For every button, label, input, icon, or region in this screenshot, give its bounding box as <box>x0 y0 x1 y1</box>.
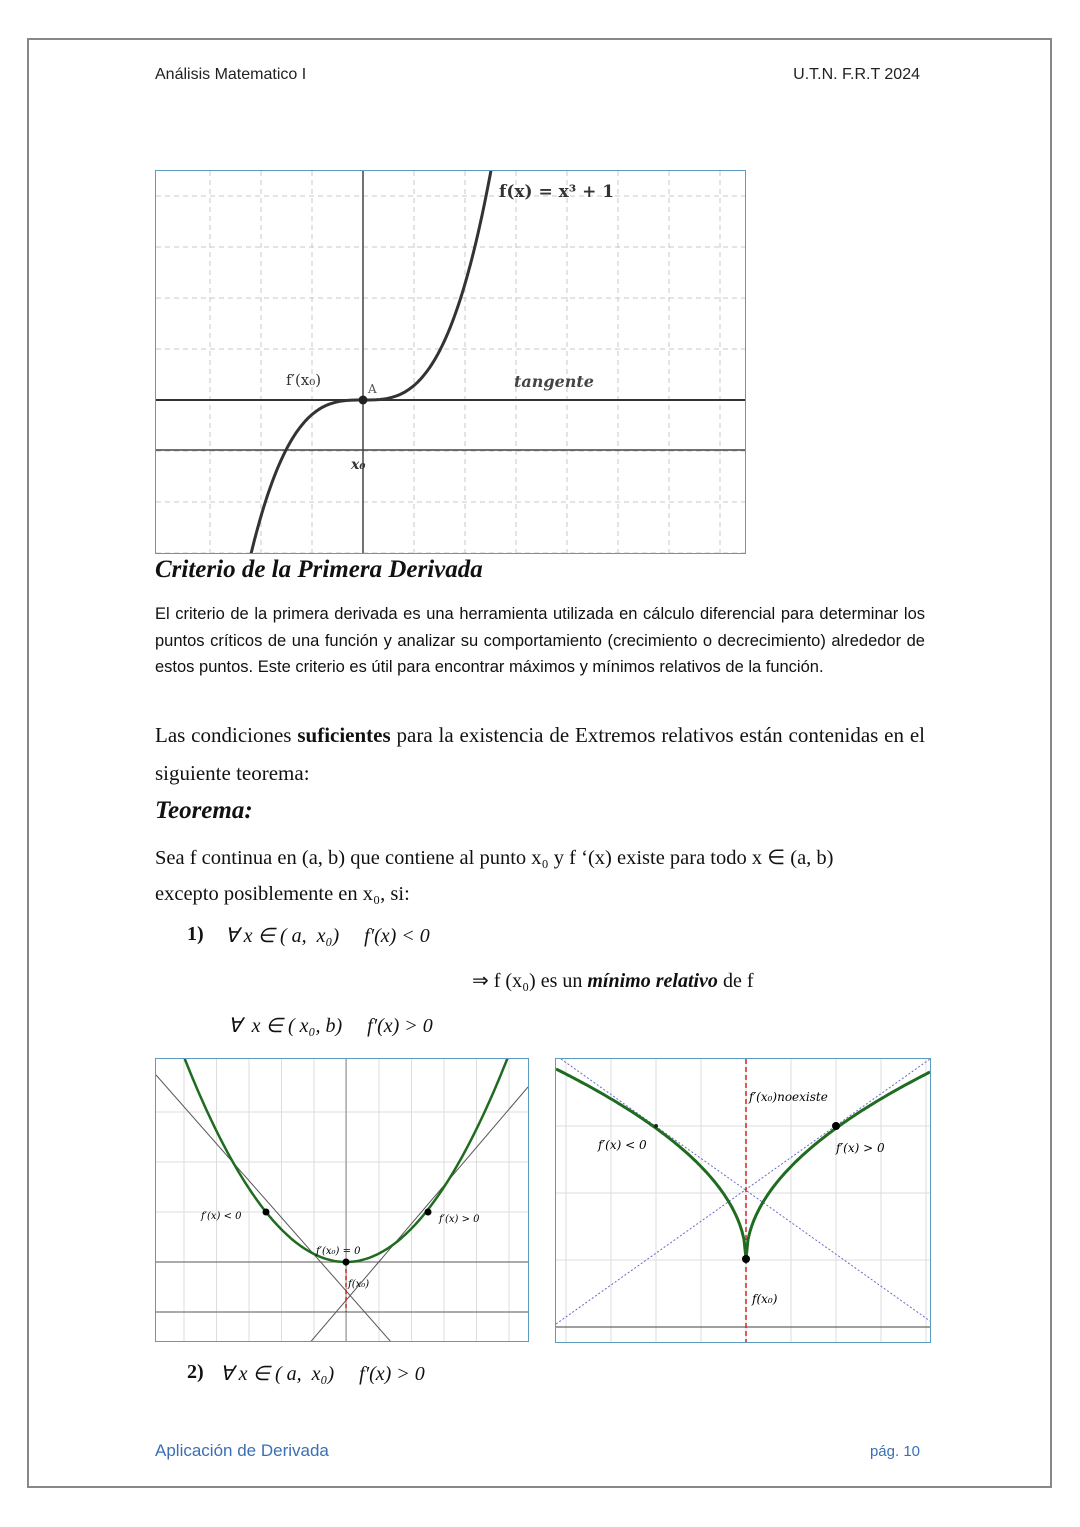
tangent-label: tangente <box>514 372 594 391</box>
right-derivative-label: f′(x) > 0 <box>836 1141 885 1155</box>
theorem-line-1: Sea f continua en (a, b) que contiene al punto x₀ y f ‘(x) existe para todo x ∈ (a, b) <box>155 847 834 869</box>
case-1-left: ∀ x ∈ ( a, x₀) f′(x) < 0 <box>225 925 430 947</box>
header-left: Análisis Matematico I <box>155 66 307 83</box>
point-label: A <box>368 382 377 396</box>
header-right: U.T.N. F.R.T 2024 <box>793 66 920 83</box>
conclusion-emphasis: mínimo relativo <box>587 970 718 992</box>
cubic-function-figure <box>155 170 746 554</box>
section-title: Criterio de la Primera Derivada <box>155 556 483 583</box>
conclusion-text: ⇒ f (x₀) es un <box>472 970 588 992</box>
conclusion-text-end: de f <box>717 970 754 992</box>
conditions-bold: suficientes <box>297 723 391 747</box>
conditions-paragraph <box>155 716 925 792</box>
parabola-graph <box>156 1059 528 1341</box>
theorem-title: Teorema: <box>155 797 253 824</box>
fx0-label: f(x₀) <box>348 1279 370 1290</box>
footer-page-number: pág. 10 <box>869 1443 920 1460</box>
case-1-right: ∀ x ∈ ( x₀, b) f′(x) > 0 <box>228 1015 433 1037</box>
cubic-curve <box>246 171 496 553</box>
conditions-text-end: para la existencia de Extremos relativos están contenidas en el siguiente teorema: <box>155 723 926 785</box>
x0-label: x₀ <box>351 457 366 473</box>
case-1-conclusion <box>472 968 753 993</box>
cusp-graph <box>556 1059 930 1342</box>
point-a <box>359 396 368 405</box>
conditions-text: Las condiciones <box>155 723 298 747</box>
intro-paragraph: El criterio de la primera derivada es una herramienta utilizada en cálculo diferencial para determinar los puntos críticos de una función y analizar su comportamiento (crecimiento o decrecimiento) alrededor de estos puntos. Este criterio es útil para encontrar máximos y mínimos relativos de la función. <box>155 605 925 676</box>
right-derivative-label: f′(x) > 0 <box>439 1214 480 1225</box>
cubic-graph <box>156 171 745 553</box>
left-derivative-label: f′(x) < 0 <box>201 1211 242 1222</box>
left-derivative-label: f′(x) < 0 <box>598 1138 647 1152</box>
fx0-label: f(x₀) <box>752 1292 778 1306</box>
footer-left: Aplicación de Derivada <box>155 1441 329 1460</box>
case-2-left: ∀ x ∈ ( a, x₀) f′(x) > 0 <box>220 1363 425 1385</box>
vertex-label: f′(x₀) = 0 <box>316 1246 361 1257</box>
parabola-minimum-figure <box>155 1058 529 1342</box>
derivative-label: f′(x₀) <box>286 371 322 389</box>
case-1-number: 1) <box>187 923 204 945</box>
case-2-number: 2) <box>187 1361 204 1383</box>
not-exist-label: f′(x₀)noexiste <box>749 1090 828 1104</box>
cusp-minimum-figure <box>555 1058 931 1343</box>
cusp-curve <box>556 1069 930 1259</box>
function-label: f(x) = x³ + 1 <box>499 182 615 202</box>
theorem-line-2: excepto posiblemente en x₀, si: <box>155 883 410 905</box>
